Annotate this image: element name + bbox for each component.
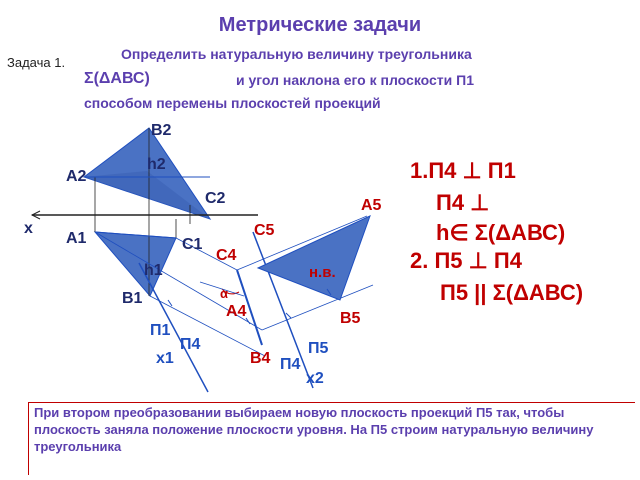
label-c5: С5 — [254, 222, 275, 239]
tick-3 — [286, 313, 291, 318]
label-b5: В5 — [340, 310, 361, 327]
statement-sigma: Σ(ΔАВС) — [84, 70, 150, 87]
step2-line1: 2. П5 ⊥ П4 — [410, 248, 522, 273]
label-a4: А4 — [226, 303, 247, 320]
label-h2: h2 — [147, 156, 166, 173]
label-x2: х2 — [306, 370, 324, 387]
statement-line1: Определить натуральную величину треугольника — [121, 46, 472, 62]
footer-note: При втором преобразовании выбираем новую плоскость проекций П5 так, чтобы плоскость заняла положение плоскости уровня. На П5 строим натуральную величину треугольника — [34, 405, 594, 454]
step1-line1: 1.П4 ⊥ П1 — [410, 158, 516, 183]
triangle-horizontal — [95, 232, 176, 296]
statement-line3: способом перемены плоскостей проекций — [84, 95, 381, 111]
label-c4: С4 — [216, 247, 237, 264]
label-x1: х1 — [156, 350, 174, 367]
label-p1: П1 — [150, 322, 171, 339]
label-b2: В2 — [151, 122, 172, 139]
label-alpha: α — [220, 286, 228, 301]
label-a5: А5 — [361, 197, 382, 214]
label-p5: П5 — [308, 340, 329, 357]
label-h1: h1 — [144, 262, 163, 279]
label-c1: С1 — [182, 236, 203, 253]
label-p4: П4 — [180, 336, 201, 353]
label-b4: В4 — [250, 350, 271, 367]
label-a1: А1 — [66, 230, 87, 247]
label-a2: А2 — [66, 168, 87, 185]
step1-line2: П4 ⊥ — [436, 190, 490, 215]
label-b1: В1 — [122, 290, 143, 307]
step1-line3: h∈ Σ(ΔАВС) — [436, 220, 566, 245]
task-label: Задача 1. — [7, 55, 66, 70]
tick-1 — [168, 300, 172, 306]
statement-line2: и угол наклона его к плоскости П1 — [236, 72, 474, 88]
label-p4-second: П4 — [280, 356, 301, 373]
page-title: Метрические задачи — [218, 14, 422, 36]
label-c2: С2 — [205, 190, 226, 207]
step2-line2: П5 || Σ(ΔАВС) — [440, 280, 584, 305]
label-x: х — [24, 220, 33, 237]
label-natural-size: н.в. — [309, 264, 336, 281]
